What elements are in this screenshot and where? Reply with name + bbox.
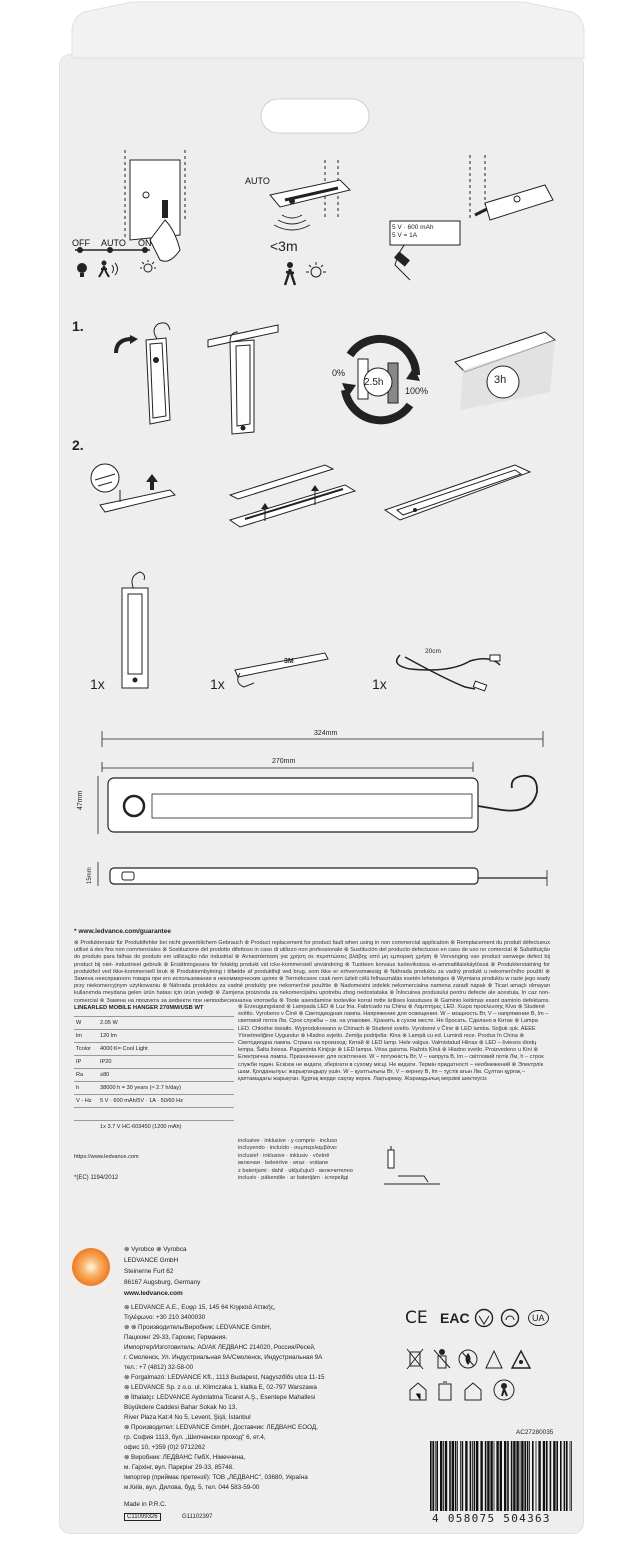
manufacturer-line: ⊗ İthalatçı: LEDVANCE Aydınlatma Ticaret A.Ş., Esentepe Mahallesi	[124, 1394, 316, 1401]
adhesive-peel-illustration	[90, 460, 180, 520]
barcode-bar	[494, 1441, 495, 1511]
contents-qty-tape: 1x	[210, 676, 225, 692]
barcode-bar	[432, 1441, 434, 1511]
lamp-off-icon	[76, 262, 88, 278]
barcode-bar	[472, 1441, 473, 1511]
barcode-bar	[513, 1441, 515, 1511]
auto-top-label: AUTO	[245, 176, 270, 186]
usb-cable-illustration	[390, 635, 510, 695]
manufacturer-line: Büyükdere Caddesi Bahar Sokak No 13,	[124, 1404, 238, 1411]
motion-person-icon	[98, 260, 124, 278]
barcode-bar	[543, 1441, 545, 1511]
lamp-front-view	[92, 770, 552, 840]
battery-care-icon	[435, 1380, 455, 1402]
barcode-bar	[470, 1441, 472, 1511]
dim-total-label: 324mm	[314, 730, 338, 737]
manufacturer-line: м. Гархінг, вул. Паркрінг 29-33, 85748.	[124, 1464, 234, 1471]
barcode-bar	[496, 1441, 498, 1511]
sensor-illustration	[240, 160, 360, 230]
usb-charging-illustration	[385, 155, 555, 285]
battery-spec-label: 5 V · 600 mAh 5 V = 1A	[392, 224, 434, 239]
charge-zero-label: 0%	[332, 368, 346, 378]
spec-key: Ra	[74, 1069, 98, 1082]
switch-illustration	[70, 150, 220, 275]
spec-row	[74, 1030, 234, 1043]
spec-row	[74, 1043, 234, 1056]
barcode-top-code: AC27280035	[516, 1429, 554, 1436]
barcode-bar	[476, 1441, 478, 1511]
barcode-bar	[460, 1441, 461, 1511]
mode-auto-label: AUTO	[101, 238, 126, 248]
spec-row	[74, 1108, 234, 1121]
barcode-bar	[521, 1441, 523, 1511]
barcode-bar	[560, 1441, 562, 1511]
company-city: 86167 Augsburg, Germany	[124, 1279, 201, 1286]
spec-value: 120 lm	[98, 1030, 234, 1043]
code-box-1: C11099326	[124, 1513, 161, 1521]
spec-row	[74, 1121, 234, 1134]
manufacturer-line: Τηλέφωνο: +30 210 3400030	[124, 1314, 206, 1321]
spec-key: Tcolor	[74, 1043, 98, 1056]
dim-height-label: 47mm	[77, 790, 84, 810]
manufacturer-line: ⊗ Forgalmazó: LEDVANCE Kft., 1113 Budapest, Nagyszőlős utca 11-15	[124, 1374, 325, 1381]
barcode-bar	[571, 1441, 572, 1511]
ce-mark: CE	[405, 1308, 428, 1328]
barcode-bar	[566, 1441, 568, 1511]
hang-tab	[72, 2, 584, 58]
indoor-use-icon	[408, 1380, 428, 1402]
manufacturer-line: ⊗ Виробник: ЛЕДВАНС ГмбХ, Німеччина,	[124, 1454, 246, 1461]
manufacturer-line: ⊗ ⊗ Производитель/Виробник: LEDVANCE GmbH,	[124, 1324, 272, 1331]
barcode-bar	[507, 1441, 509, 1511]
spec-row	[74, 1082, 234, 1095]
manufacturer-lines	[124, 1303, 424, 1493]
warning-icon	[510, 1348, 532, 1370]
lamp-hanging-on-rail	[208, 320, 278, 440]
barcode-bar	[465, 1441, 467, 1511]
lamp-on-icon	[140, 260, 156, 278]
barcode-bar	[538, 1441, 540, 1511]
barcode-bar	[511, 1441, 513, 1511]
manufacturer-line: м.Київ, вул. Дилова, буд. 5, тел. 044 583-59-00	[124, 1484, 260, 1491]
manufacturer-line: Пацкхинг 29-33, Гархинг, Германия.	[124, 1334, 228, 1341]
dim-total-line	[100, 731, 545, 747]
spec-key: IP	[74, 1056, 98, 1069]
barcode-bar	[480, 1441, 482, 1511]
manufacturer-line: ⊗ LEDVANCE A.E., Ευφρ 15, 145 64 Κηφισιά Αττικής,	[124, 1304, 276, 1311]
barcode-bar	[546, 1441, 548, 1511]
manufacturer-line: Імпортер (приймає претензії): ТОВ „ЛЕДВАНС", 03680, Україна	[124, 1474, 308, 1481]
no-trash-icon	[432, 1348, 452, 1370]
tape-strip-illustration	[230, 645, 330, 690]
spec-url[interactable]: https://www.ledvance.com	[74, 1154, 139, 1160]
spec-title: LINEARLED MOBILE HANGER 270MM/USB WT	[74, 1005, 204, 1011]
barcode-bar	[504, 1441, 506, 1511]
barcode-bar	[532, 1441, 534, 1511]
barcode-bar	[457, 1441, 458, 1511]
barcode-bar	[536, 1441, 537, 1511]
origin-text: ⊗ Erzeugungsland ⊗ Lampada LED ⊗ Luz fria. Fabricado na China ⊗ Λαμπτήρες LED. Χώρα προέλευσης Κίνα ⊗ Studené světlo. Vyrobeno v Číně ⊗ Светодиодная лампа. Напряжение для освещения. W – мощность Вт, V – напряжение В, lm – световой поток Лм. Срок службы – см. на упаковке. Хранить в сухом месте. Не бросать. Сделано в Китае ⊗ Lampa LED. Chłodne światło. Wyprodukowano w Chinach ⊗ Studené svetlo. Vyrobené v Číne ⊗ LED lamba. Soğuk ışık. AEEE Yönetmeliğine Uygundur ⊗ Hladno svjetlo. Zemlja podrijetla: Kina ⊗ Lampă cu ed. Lumină rece. Produs în China ⊗ Светодиодна лампа. Страна на произход: Китай ⊗ LED lamp. Hele valgus. Valmistatud Hiinas ⊗ LED – šviesos diodų lempa. Šalta šviesa. Pagaminta Kinijoje ⊗ LED lampa. Vēsa gaisma. Ražots Ķīnā ⊗ Hladno svetlo. Proizvedeno u Kini ⊗ Електрична лампа. Призначення: для освітлення. W – потужність Вт, V – напруга В, lm – світловий потік Лм, h – строк служби годин. Ескізок не кидати, зберігати в сухому місці. Не кидати. Термін придатності – необмежений ⊗ Электрлік шам. Қолданылуы: жарықтандыру үшін. W – қуаттылығы Вт, V – кернеу В, lm – тұстік ағын Лм. Сұлтан құрғақ – қаптамадағы жарықтан. Құрғақ жерде сақтау керек. Лақтырмау. Жарамдылық мерзімі шектеусіз	[238, 1004, 549, 1083]
lamp-mounted-illustration	[385, 460, 535, 530]
lamp-with-hook	[140, 320, 180, 430]
barcode-bar	[500, 1441, 502, 1511]
barcode-bar	[487, 1441, 489, 1511]
barcode-bar	[430, 1441, 432, 1511]
battery-inclusive-text: inclusive · inklusive · y compris · incluso incluyendo · incluído · συμπεριλαμβάνει inclusief · inklusive · inklusiv · včetně включая · beleértve · wraz · vrátane z baterijami · dahil · uključujući · включително inclusiv · päkendile · ar baterijām · ієтерейді	[238, 1138, 353, 1182]
barcode-bar	[455, 1441, 457, 1511]
barcode-digits: 4 058075 504363	[432, 1512, 551, 1525]
spec-table	[74, 1016, 234, 1133]
mode-off-label: OFF	[72, 238, 90, 248]
barcode-bar	[435, 1441, 436, 1511]
spec-value: 5 V · 600 mAh/5V · 1A · 50/60 Hz	[98, 1095, 234, 1108]
manufacturer-line: офис 10, +359 (0)2 9712262	[124, 1444, 205, 1451]
spec-value	[98, 1108, 234, 1121]
made-prc-label: Made in P.R.C.	[124, 1501, 167, 1508]
barcode-bar	[524, 1441, 526, 1511]
no-fire-icon	[458, 1348, 478, 1370]
spec-value: IP20	[98, 1056, 234, 1069]
company-web[interactable]: www.ledvance.com	[124, 1290, 183, 1297]
manufacturer-line: ⊗ Производител: LEDVANCE GmbH, Доставчик: ЛЕДВАНС ЕООД,	[124, 1424, 318, 1431]
light-on-icon	[306, 262, 326, 284]
charge-duration-label: 2.5h	[364, 377, 384, 388]
barcode-bar	[553, 1441, 555, 1511]
lamp-unit-illustration	[118, 568, 158, 693]
barcode-bar	[556, 1441, 558, 1511]
barcode-bar	[452, 1441, 454, 1511]
spec-key: lm	[74, 1030, 98, 1043]
barcode-bar	[474, 1441, 476, 1511]
walking-person-icon	[282, 262, 298, 286]
step-one-number: 1.	[72, 318, 84, 334]
barcode-bar	[527, 1441, 529, 1511]
barcode-bar	[529, 1441, 530, 1511]
spec-value: 1x 3.7 V HC-603450 (1200 mAh)	[98, 1121, 234, 1134]
barcode-bar	[490, 1441, 492, 1511]
spec-value: 4000 K= Cool Light	[98, 1043, 234, 1056]
spec-key: V - Hz	[74, 1095, 98, 1108]
adhesive-attach-illustration	[225, 455, 365, 545]
certification-circle-icon	[474, 1308, 494, 1328]
spec-key: W	[74, 1017, 98, 1030]
guarantee-disclaimer: ⊗ Produktersatz für Produktfehler bei nicht gewerblichem Gebrauch ⊗ Product replacement for product fault when using in non commercial application ⊗ Remplacement du produit défectueux utilisé à des fins non commerciales ⊗ Sostituzione del prodotto difettoso in caso di utilizzo non professionale ⊗ Sustitución del producto defectuoso en caso de uso no comercial ⊗ Substituição do produto para falhas do produto em utilização não industrial ⊗ Αντικατάσταση για χρήση σε περιπτώσεις βλάβης από μη εμπορική χρήση ⊗ Vervanging van product vanwege defect bij product bij niet- industrieel gebruik ⊗ Ersättningsvara för felaktig produkt vid icke-kommersiell användning ⊗ Tuotteen korvaus tuotevikoissa ei-ammattilaiskäytössä ⊗ Produkterstatning for produktfeil ved ikke-kommersiell bruk ⊗ Produktombytning i tilfælde af produktfejl ved brug, som ikke er erhvervsmæssig ⊗ Náhrada produktu za vadný produkt u nekomerčního použití ⊗ Замена неисправного товара при его использовании в некоммерческих целях ⊗ Termékcsere csak nem üzleti célú felhasználás esetén lehetséges ⊗ Wymiana produktu w razie jego wady przy niekomercyjnym użytkowaniu ⊗ Náhrada produktov za vadné produkty pre nekomerčné použitie ⊗ Nadomestni izdelek nekomercialna namena zaradi napak ⊗ Ticari amaçlı olmayan kullanımda meydana gelen ürün hatası için ürün yedeği ⊗ Zamjena proizvoda za nekomercijalnu upotrebu zbog nedostataka ⊗ Înlocuirea produsului pentru defecte ale acestuia, în caz non-comercial ⊗ Замяна на продукта за дефекти при непрофесионална употреба ⊗ Toote asendamine tootevike korral mitte ärilises kasutuses ⊗ Gaminio keitimas esant gaminio defektams,	[74, 940, 550, 1002]
spec-key	[74, 1121, 98, 1134]
barcode-bar	[520, 1441, 521, 1511]
runtime-label: 3h	[494, 374, 507, 386]
lamp-side-view	[92, 858, 552, 890]
barcode-bar	[440, 1441, 442, 1511]
manufacturer-line: Импортер/Изготовитель: АО/АК ЛЕДВАНС 214020, Россия/Ресей,	[124, 1344, 316, 1351]
house-icon	[463, 1380, 483, 1402]
made-in-label: ⊗ Vyrobce ⊗ Vyrobca	[124, 1246, 187, 1253]
no-water-icon	[484, 1348, 504, 1370]
spec-row	[74, 1017, 234, 1030]
rotate-arrow-icon	[112, 335, 138, 361]
weee-bin-icon	[405, 1348, 425, 1370]
spec-row	[74, 1056, 234, 1069]
barcode-bar	[485, 1441, 487, 1511]
manufacturer-line: тел.: +7 (4812) 32-58-00	[124, 1364, 194, 1371]
child-safety-icon	[492, 1378, 516, 1402]
spec-key	[74, 1108, 98, 1121]
barcode-bar	[462, 1441, 464, 1511]
distance-label: <3m	[270, 238, 298, 254]
mode-on-label: ON	[138, 238, 152, 248]
cable-length-label: 20cm	[425, 648, 441, 655]
tape-brand-label: 3M	[284, 658, 294, 665]
barcode-bar	[564, 1441, 566, 1511]
battery-illustration	[384, 1146, 444, 1186]
barcode-bar	[443, 1441, 444, 1511]
barcode-bar	[570, 1441, 571, 1511]
barcode-bar	[550, 1441, 552, 1511]
manufacturer-line: г. Смоленск, Ул. Индустриальная 9А/Смоленск, Индустриальная 9А	[124, 1354, 323, 1361]
barcode	[428, 1441, 574, 1515]
company-name: LEDVANCE GmbH	[124, 1257, 179, 1264]
manufacturer-line: River Plaza Kat:4 No 5, Levent, Şişli, İstanbul	[124, 1414, 251, 1421]
spec-value: 2.05 W	[98, 1017, 234, 1030]
ledvance-logo	[72, 1248, 110, 1286]
barcode-bar	[445, 1441, 447, 1511]
eac-mark: EAC	[440, 1310, 470, 1326]
spec-row	[74, 1095, 234, 1108]
hang-hole[interactable]	[260, 98, 370, 134]
contents-qty-cable: 1x	[372, 676, 387, 692]
manufacturer-line: гр. София 1113, бул. „Шипченски проход" 6, ет.4,	[124, 1434, 266, 1441]
step-two-number: 2.	[72, 437, 84, 453]
lamp-runtime-illustration	[455, 332, 565, 412]
spec-regulation: *(EC) 1194/2012	[74, 1175, 119, 1181]
contents-qty-lamp: 1x	[90, 676, 105, 692]
spec-key: h	[74, 1082, 98, 1095]
dim-inner-label: 270mm	[272, 758, 296, 765]
company-street: Steinerne Furt 62	[124, 1268, 174, 1275]
code-2: G11102397	[182, 1514, 213, 1520]
spec-value: ≥80	[98, 1069, 234, 1082]
recycle-icon	[500, 1308, 520, 1328]
barcode-bar	[449, 1441, 451, 1511]
ua-mark: UA	[528, 1310, 549, 1326]
charge-full-label: 100%	[405, 386, 429, 396]
spec-row	[74, 1069, 234, 1082]
barcode-bar	[436, 1441, 438, 1511]
manufacturer-line: ⊗ LEDVANCE Sp. z o.o. ul. Klimczaka 1, klatka E, 02-797 Warszawa	[124, 1384, 317, 1391]
spec-value: 38000 h = 30 years (≈ 2.7 h/day)	[98, 1082, 234, 1095]
barcode-bar	[516, 1441, 518, 1511]
dim-depth-label: 15mm	[87, 867, 93, 884]
guarantee-url[interactable]: * www.ledvance.com/guarantee	[74, 928, 171, 935]
